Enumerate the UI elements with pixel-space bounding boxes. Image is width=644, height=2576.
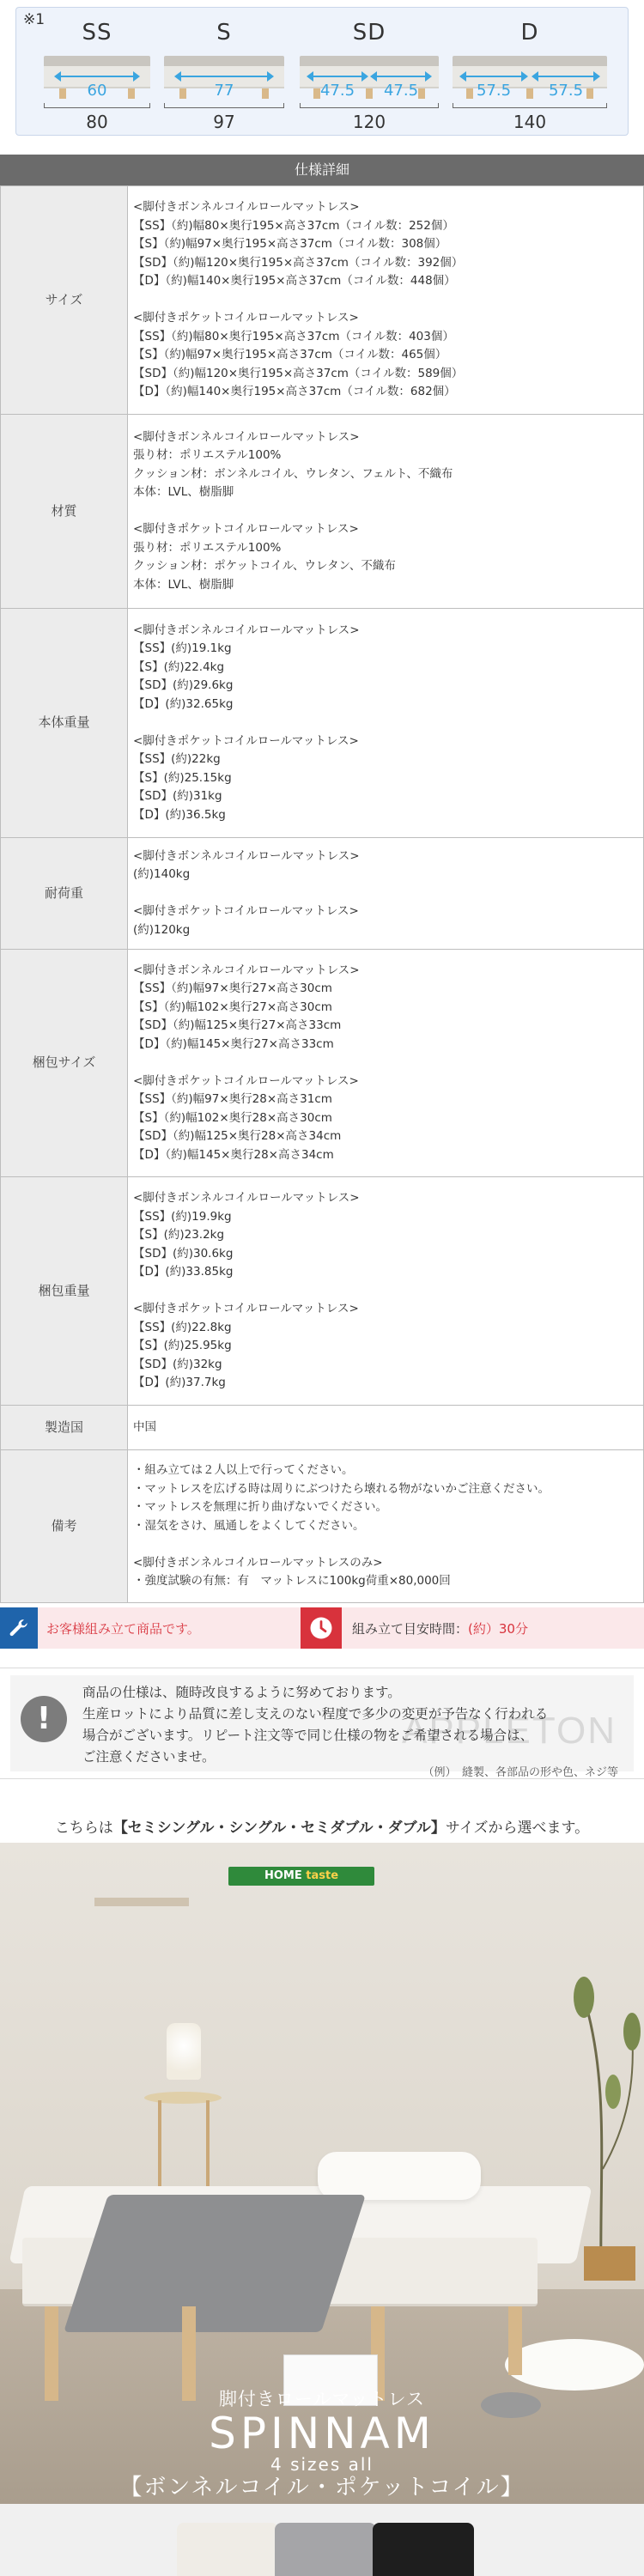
note-marker: ※1 xyxy=(23,11,46,28)
spec-line: 【D】(約)36.5kg xyxy=(133,807,226,822)
bed-frame xyxy=(164,47,284,100)
product-title: SPINNAM xyxy=(209,2409,435,2458)
bed-frame xyxy=(300,47,439,100)
spec-line: ・マットレスを広げる時は周りにぶつけたら壊れる物がないかご注意ください。 xyxy=(133,1481,550,1496)
spec-line: 【SD】(約)29.6kg xyxy=(133,678,234,693)
inner-dimension: 57.5 xyxy=(476,82,512,100)
outer-dimension: 80 xyxy=(44,107,150,132)
inner-dimension: 47.5 xyxy=(319,82,355,100)
spec-row xyxy=(1,838,644,950)
assembly-required-text: お客様組み立て商品です。 xyxy=(46,1620,200,1637)
spec-line: 【SD】（約)幅125×奥行28×高さ34cm xyxy=(133,1129,342,1144)
size-diagram xyxy=(15,7,629,136)
spec-line: 【S】(約)25.95kg xyxy=(133,1339,232,1353)
spec-line: (約)120kg xyxy=(133,922,191,937)
spec-line: 【D】（約)幅145×奥行27×高さ33cm xyxy=(133,1036,334,1051)
spec-row xyxy=(1,950,644,1177)
spec-line: 【SS】（約)幅80×奥行195×高さ37cm（コイル数：403個） xyxy=(133,329,454,343)
spec-line: 【SD】（約)幅120×奥行195×高さ37cm（コイル数：589個） xyxy=(133,366,464,380)
spec-row xyxy=(1,1177,644,1406)
spec-line: 【SS】(約)19.9kg xyxy=(133,1209,232,1224)
variant-black[interactable] xyxy=(373,2523,474,2576)
inner-dimension: 77 xyxy=(214,82,234,100)
spec-line: 【SD】(約)31kg xyxy=(133,789,222,804)
watermark: APPLETON xyxy=(402,1710,617,1752)
spec-line: 【SS】(約)22kg xyxy=(133,752,221,767)
spec-line: (約)140kg xyxy=(133,867,191,882)
inner-dimension: 60 xyxy=(87,82,107,100)
lamp-icon xyxy=(167,2023,201,2080)
spec-label: サイズ xyxy=(1,186,128,415)
spec-row xyxy=(1,1406,644,1450)
spec-value xyxy=(128,950,644,1177)
spec-line xyxy=(133,502,638,521)
spec-line: 【D】(約)37.7kg xyxy=(133,1376,226,1390)
spec-line: クッション材：ボンネルコイル、ウレタン、フェルト、不織布 xyxy=(133,466,453,481)
notice-example: （例） 縫製、各部品の形や色、ネジ等 xyxy=(422,1766,618,1779)
spec-line: 【SD】（約)幅125×奥行27×高さ33cm xyxy=(133,1018,342,1033)
spec-row xyxy=(1,1450,644,1603)
spec-line: 【S】(約)23.2kg xyxy=(133,1228,225,1242)
spec-row xyxy=(1,186,644,415)
spec-line: 張り材：ポリエステル100% xyxy=(133,448,282,463)
notice-text: 商品の仕様は、随時改良するように努めております。 生産ロットにより品質に差し支えのない程度で多少の変更が予告なく行われる 場合がございます。リピート注文等で同じ仕様の物をご希望される場合は、 ご注意くださいませ。 xyxy=(82,1685,549,1765)
spec-value xyxy=(128,609,644,838)
spec-line xyxy=(133,1535,638,1554)
spec-label: 耐荷重 xyxy=(1,838,128,950)
spec-line: 【S】（約)幅102×奥行28×高さ30cm xyxy=(133,1110,332,1125)
spec-value xyxy=(128,838,644,950)
spec-line xyxy=(133,291,638,310)
spec-line: 【SD】（約)幅120×奥行195×高さ37cm（コイル数：392個） xyxy=(133,255,464,270)
spec-line xyxy=(133,1282,638,1301)
outer-dimension: 120 xyxy=(300,107,439,132)
spec-line: 【D】(約)33.85kg xyxy=(133,1265,234,1279)
spec-value xyxy=(128,186,644,415)
spec-line: <脚付きポケットコイルロールマットレス> xyxy=(133,311,359,325)
spec-line: 本体：LVL、樹脂脚 xyxy=(133,485,234,500)
spec-line: 【D】（約)幅140×奥行195×高さ37cm（コイル数：448個） xyxy=(133,274,456,289)
spec-row xyxy=(1,609,644,838)
spec-line: <脚付きボンネルコイルロールマットレス> xyxy=(133,200,360,215)
spec-label: 備考 xyxy=(1,1450,128,1603)
spec-label: 本体重量 xyxy=(1,609,128,838)
bed-frame xyxy=(44,47,150,100)
spec-label: 製造国 xyxy=(1,1406,128,1450)
spec-line: 【SS】（約)幅80×奥行195×高さ37cm（コイル数：252個） xyxy=(133,218,454,233)
spec-line xyxy=(133,714,638,732)
spec-line: <脚付きボンネルコイルロールマットレス> xyxy=(133,1191,360,1206)
spec-line xyxy=(133,884,638,903)
spec-line: 【S】（約)幅97×奥行195×高さ37cm（コイル数：308個） xyxy=(133,237,447,252)
spec-line: ・マットレスを無理に折り曲げないでください。 xyxy=(133,1500,388,1515)
size-count: 4 sizes all xyxy=(270,2454,374,2475)
spec-line: 【S】（約)幅97×奥行195×高さ37cm（コイル数：465個） xyxy=(133,348,447,362)
bed-ss xyxy=(44,18,150,132)
spec-line: <脚付きボンネルコイルロールマットレスのみ> xyxy=(133,1555,383,1570)
spec-label: 梱包サイズ xyxy=(1,950,128,1177)
assembly-time-value: (約）30分 xyxy=(468,1620,528,1637)
spec-line: ・組み立ては２人以上で行ってください。 xyxy=(133,1463,354,1478)
spec-line: 本体：LVL、樹脂脚 xyxy=(133,577,234,592)
variant-white[interactable] xyxy=(177,2523,278,2576)
spec-line: <脚付きボンネルコイルロールマットレス> xyxy=(133,848,360,863)
assembly-time: 組み立て目安時間：(約）30分 xyxy=(352,1620,528,1637)
spec-line: 【SS】(約)19.1kg xyxy=(133,641,232,656)
outer-dimension: 97 xyxy=(164,107,284,132)
spec-line: <脚付きポケットコイルロールマットレス> xyxy=(133,1302,359,1316)
spec-header: 仕様詳細 xyxy=(0,155,644,185)
spec-line: 【S】（約)幅102×奥行27×高さ30cm xyxy=(133,999,332,1014)
spec-change-notice xyxy=(0,1668,644,1779)
spec-row xyxy=(1,415,644,609)
inner-dimension: 57.5 xyxy=(548,82,584,100)
inner-dimension: 47.5 xyxy=(383,82,419,100)
spec-line: 張り材：ポリエステル100% xyxy=(133,540,282,555)
bed-size-label: SS xyxy=(82,20,112,46)
spec-line xyxy=(133,1054,638,1072)
spec-line: <脚付きボンネルコイルロールマットレス> xyxy=(133,623,360,637)
assembly-bar xyxy=(0,1607,644,1649)
spec-line: <脚付きポケットコイルロールマットレス> xyxy=(133,733,359,748)
bed-sd xyxy=(300,18,439,132)
bed-size-label: SD xyxy=(352,20,386,46)
spec-line: <脚付きポケットコイルロールマットレス> xyxy=(133,904,359,919)
bed-d xyxy=(453,18,607,132)
spec-value xyxy=(128,1406,644,1450)
spec-line: 【D】（約)幅140×奥行195×高さ37cm（コイル数：682個） xyxy=(133,385,456,399)
spec-line: ・強度試験の有無：有 マットレスに100kg荷重×80,000回 xyxy=(133,1574,451,1589)
spec-value xyxy=(128,1450,644,1603)
bed-frame xyxy=(453,47,607,100)
spec-line: 【S】(約)25.15kg xyxy=(133,770,232,785)
bed-s xyxy=(164,18,284,132)
spec-label: 梱包重量 xyxy=(1,1177,128,1406)
spec-line: <脚付きボンネルコイルロールマットレス> xyxy=(133,963,360,977)
spec-label: 材質 xyxy=(1,415,128,609)
spec-line: 【D】(約)32.65kg xyxy=(133,696,234,711)
spec-line: クッション材：ポケットコイル、ウレタン、不織布 xyxy=(133,559,396,574)
spec-line: 中国 xyxy=(133,1419,156,1434)
spec-table xyxy=(0,185,644,1603)
size-caption: こちらは【セミシングル・シングル・セミダブル・ダブル】サイズから選べます。 xyxy=(54,1820,590,1837)
spec-line: 【SS】(約)22.8kg xyxy=(133,1320,232,1334)
wrench-icon xyxy=(0,1607,38,1649)
spec-line: 【SD】(約)30.6kg xyxy=(133,1246,234,1261)
clock-icon xyxy=(301,1607,342,1649)
spec-line: 【SS】（約)幅97×奥行28×高さ31cm xyxy=(133,1092,332,1107)
coil-types: 【ボンネルコイル・ポケットコイル】 xyxy=(119,2475,525,2500)
spec-line: <脚付きポケットコイルロールマットレス> xyxy=(133,1073,359,1088)
spec-line: 【S】(約)22.4kg xyxy=(133,659,225,674)
product-subtitle: 脚付きロールマットレス xyxy=(218,2389,426,2409)
bed-size-label: S xyxy=(216,20,232,46)
spec-value xyxy=(128,1177,644,1406)
outer-dimension: 140 xyxy=(453,107,607,132)
spec-line: 【SD】(約)32kg xyxy=(133,1357,222,1371)
spec-line: 【D】（約)幅145×奥行28×高さ34cm xyxy=(133,1147,334,1162)
spec-value xyxy=(128,415,644,609)
bed-size-label: D xyxy=(520,20,539,46)
spec-line: ・湿気をさけ、風通しをよくしてください。 xyxy=(133,1518,365,1533)
spec-line: 【SS】（約)幅97×奥行27×高さ30cm xyxy=(133,981,332,996)
variant-gray[interactable] xyxy=(275,2523,376,2576)
brand-logo: HOME taste xyxy=(228,1867,374,1886)
spec-line: <脚付きポケットコイルロールマットレス> xyxy=(133,522,359,537)
exclamation-icon: ! xyxy=(21,1696,67,1742)
spec-line: <脚付きボンネルコイルロールマットレス> xyxy=(133,429,360,444)
